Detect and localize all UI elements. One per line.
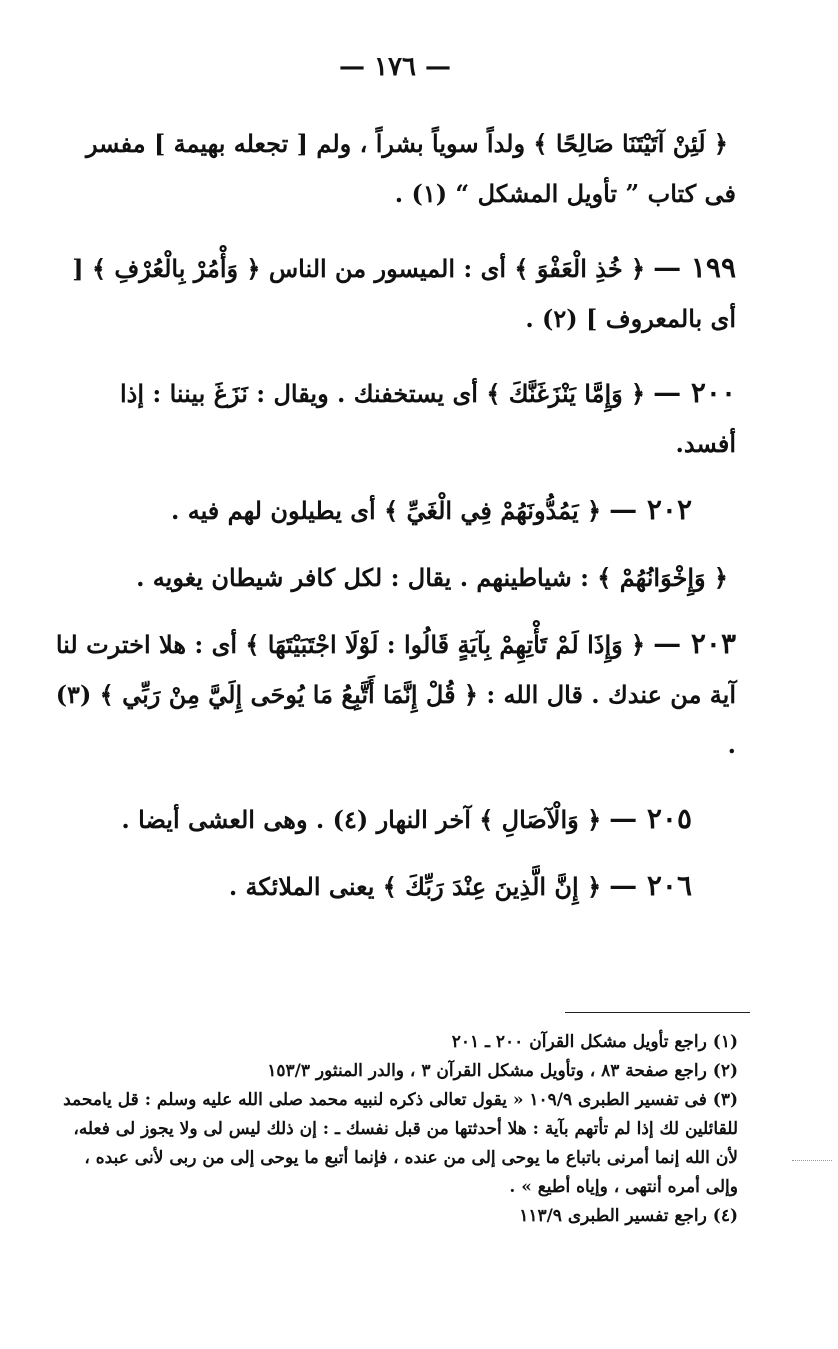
entry-text: ﴿ إِنَّ الَّذِينَ عِنْدَ رَبِّكَ ﴾ يعنى الملائكة .	[228, 872, 602, 901]
entry-paragraph	[52, 619, 736, 770]
footnote: (٤) راجع تفسير الطبرى ١١٣/٩	[519, 1206, 738, 1226]
entry-paragraph	[52, 485, 736, 536]
verse-number: ٢٠٦ —	[609, 869, 692, 902]
verse-number: ٢٠٠ —	[653, 376, 736, 409]
footnote: (٣) فى تفسير الطبرى ١٠٩/٩ « يقول تعالى ذكره لنبيه محمد صلى الله عليه وسلم : قل يامحمد للقائلين لك إذا لم تأتهم بآية : هلا أحدثتها من قبل نفسك ـ : إن ذلك ليس لى ولا يجوز لى فعله، لأن الله إنما أمرنى باتباع ما يوحى إلى من عنده ، فإنما أتبع ما يوحى إلى من ربى لأنى عبده ، وإلى أمره أنتهى ، وإياه أطيع » .	[63, 1090, 738, 1197]
page-number: — ١٧٦ —	[338, 52, 452, 82]
entry-paragraph	[52, 243, 736, 344]
main-text	[52, 118, 736, 928]
entry-text: ﴿ لَئِنْ آتَيْتَنَا صَالِحًا ﴾ ولداً سوياً بشراً ، ولم [ تجعله بهيمة ] مفسر فى كتاب ” تأويل المشكل “ (١) .	[85, 129, 736, 208]
verse-number: ٢٠٢ —	[609, 493, 692, 526]
entry-text: ﴿ خُذِ الْعَفْوَ ﴾ أى : الميسور من الناس ﴿ وَأْمُرْ بِالْعُرْفِ ﴾ [ أى بالمعروف ] (٢) .	[72, 254, 736, 333]
footnote: (١) راجع تأويل مشكل القرآن ٢٠٠ ـ ٢٠١	[451, 1032, 738, 1052]
margin-mark	[792, 1160, 832, 1161]
entry-paragraph	[52, 118, 736, 219]
entry-text: ﴿ وَإِمَّا يَنْزَغَنَّكَ ﴾ أى يستخفنك . ويقال : نَزَغَ بيننا : إذا أفسد.	[120, 379, 736, 458]
entry-paragraph	[52, 552, 736, 603]
entry-text: ﴿ وَإِذَا لَمْ تَأْتِهِمْ بِآيَةٍ قَالُوا : لَوْلَا اجْتَبَيْتَهَا ﴾ أى : هلا اخترت لنا آية من عندك . قال الله : ﴿ قُلْ إِنَّمَا أَتَّبِعُ مَا يُوحَى إِلَيَّ مِنْ رَبِّي ﴾ (٣) .	[55, 630, 736, 759]
entry-text: ﴿ وَالْآصَالِ ﴾ آخر النهار (٤) . وهى العشى أيضا .	[121, 805, 602, 834]
footnote: (٢) راجع صفحة ٨٣ ، وتأويل مشكل القرآن ٣ ، والدر المنثور ١٥٣/٣	[267, 1061, 738, 1081]
entry-paragraph	[52, 861, 736, 912]
verse-number: ١٩٩ —	[653, 251, 736, 284]
verse-number: ٢٠٣ —	[653, 627, 736, 660]
footnotes	[48, 1028, 738, 1231]
entry-text: ﴿ يَمُدُّونَهُمْ فِي الْغَيِّ ﴾ أى يطيلون لهم فيه .	[170, 496, 602, 525]
entry-paragraph	[52, 368, 736, 469]
entry-paragraph	[52, 794, 736, 845]
footnote-divider	[565, 1012, 750, 1013]
entry-text: ﴿ وَإِخْوَانُهُمْ ﴾ : شياطينهم . يقال : لكل كافر شيطان يغويه .	[136, 563, 728, 592]
verse-number: ٢٠٥ —	[609, 802, 692, 835]
